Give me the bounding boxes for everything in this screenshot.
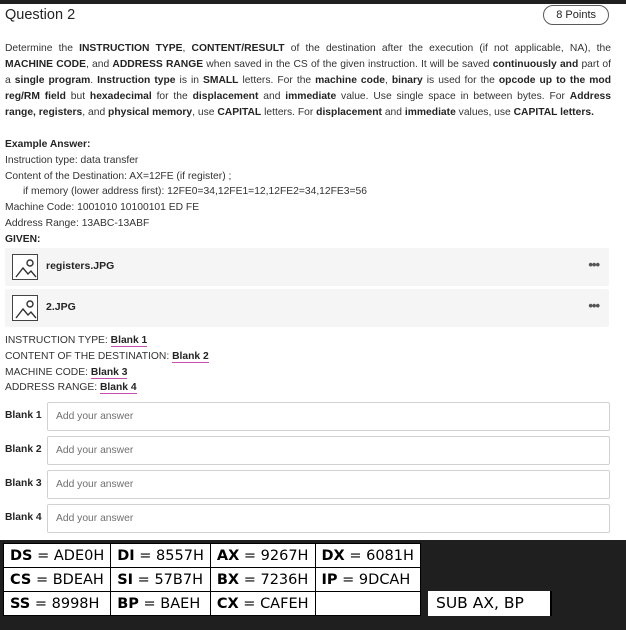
register-name: AX	[216, 547, 240, 564]
example-heading: Example Answer:	[5, 139, 91, 150]
register-cell: IP = 9DCAH	[315, 568, 420, 592]
register-name: DX	[321, 547, 345, 564]
points-badge: 8 Points	[543, 5, 609, 25]
register-value: 8557H	[156, 547, 204, 564]
blanks-summary	[5, 333, 209, 396]
instruction-text: values, use	[455, 107, 514, 118]
instruction-text: opcode up to the mod reg/RM field	[5, 75, 611, 102]
answer-label: Blank 3	[5, 478, 42, 489]
instruction-text: continuously and	[492, 59, 579, 70]
instruction-text: letters.	[557, 107, 594, 118]
instruction-text: CAPITAL	[217, 107, 262, 118]
register-value: BDEAH	[52, 571, 104, 588]
register-name: DS	[10, 547, 33, 564]
image-icon	[12, 295, 38, 321]
question-title: Question 2	[5, 7, 76, 23]
blank-link[interactable]: Blank 1	[110, 335, 148, 346]
instruction-text: but	[65, 91, 90, 102]
blank-link[interactable]: Blank 3	[90, 366, 128, 378]
instruction-text: letters. For	[261, 107, 317, 118]
instruction-text: displacement	[192, 91, 259, 102]
register-row	[4, 592, 421, 616]
register-name: CS	[10, 571, 32, 588]
instruction-text: , and	[85, 59, 113, 70]
more-options-icon[interactable]: •••	[588, 298, 599, 313]
register-name: DI	[117, 547, 135, 564]
summary-line: ADDRESS RANGE: Blank 4	[5, 382, 137, 394]
attachment-name[interactable]: 2.JPG	[46, 301, 76, 313]
instruction-text: and	[381, 107, 405, 118]
example-address-range: Address Range: 13ABC-13ABF	[5, 217, 150, 229]
instruction-text: of the destination after the execution (if not applicable, NA), the	[284, 43, 611, 54]
register-value: 8998H	[51, 595, 100, 612]
example-machine-code: Machine Code: 1001010 10100101 ED FE	[5, 202, 200, 214]
answer-row-1	[5, 402, 610, 432]
blank-link[interactable]: Blank 2	[172, 350, 209, 362]
register-name: IP	[321, 571, 338, 588]
instruction-text: , use	[192, 107, 218, 118]
instruction-text: hexadecimal	[89, 91, 152, 102]
example-instruction-type: Instruction type: data transfer	[5, 154, 139, 166]
question-instructions	[5, 41, 611, 121]
blank-link[interactable]: Blank 4	[99, 382, 137, 394]
instruction-text: ADDRESS RANGE	[112, 59, 204, 70]
answer-label: Blank 2	[5, 444, 42, 455]
instruction-text: .	[90, 75, 98, 86]
attachment-registers[interactable]	[5, 248, 609, 286]
answer-label: Blank 1	[5, 410, 42, 421]
instruction-text: ,	[384, 75, 392, 86]
answer-row-3	[5, 470, 610, 500]
register-cell: DX = 6081H	[315, 544, 420, 568]
register-table	[3, 543, 421, 616]
instruction-text: CAPITAL	[513, 107, 558, 118]
instruction-text: , and	[82, 107, 109, 118]
instruction-text: binary	[391, 75, 423, 86]
register-row	[4, 544, 421, 568]
summary-line: CONTENT OF THE DESTINATION: Blank 2	[5, 350, 209, 362]
register-value: 9DCAH	[358, 571, 411, 588]
register-value: 57B7H	[154, 571, 203, 588]
register-value: 6081H	[366, 547, 414, 564]
answer-input-3[interactable]: Add your answer	[47, 470, 610, 499]
instruction-text: machine code	[315, 75, 385, 86]
instruction-text: value. Use single space in between bytes. For	[336, 91, 570, 102]
register-value: 7236H	[260, 571, 309, 588]
instruction-text: letters. For the	[238, 75, 316, 86]
example-memory: if memory (lower address first): 12FE0=34,12FE1=12,12FE2=34,12FE3=56	[23, 186, 367, 198]
attachment-name[interactable]: registers.JPG	[46, 260, 115, 272]
answer-input-2[interactable]: Add your answer	[47, 436, 610, 465]
instruction-text: immediate	[285, 91, 337, 102]
register-value: CAFEH	[260, 595, 309, 612]
instruction-text: is used for the	[422, 75, 499, 86]
register-cell	[315, 592, 420, 616]
register-value: BAEH	[160, 595, 201, 612]
register-cell: BP = BAEH	[111, 592, 211, 616]
register-cell: CX = CAFEH	[210, 592, 315, 616]
instruction-text: INSTRUCTION TYPE	[79, 43, 183, 54]
instruction-text: CONTENT/RESULT	[191, 43, 285, 54]
given-label: GIVEN:	[5, 233, 41, 245]
more-options-icon[interactable]: •••	[588, 257, 599, 272]
answer-row-4	[5, 504, 610, 534]
question-card	[0, 4, 626, 540]
register-row	[4, 568, 421, 592]
instruction-text: Address range, registers	[5, 91, 611, 118]
instruction-text: part of a	[5, 59, 611, 86]
instruction-text: displacement	[316, 107, 382, 118]
register-name: CX	[216, 595, 239, 612]
image-icon	[12, 254, 38, 280]
register-name: SS	[10, 595, 31, 612]
register-cell: DI = 8557H	[111, 544, 211, 568]
instruction-text: is in	[175, 75, 203, 86]
register-cell: CS = BDEAH	[4, 568, 111, 592]
register-cell: SI = 57B7H	[111, 568, 211, 592]
example-answer	[5, 137, 605, 248]
register-cell: SS = 8998H	[4, 592, 111, 616]
answer-input-4[interactable]: Add your answer	[47, 504, 610, 533]
register-cell: BX = 7236H	[210, 568, 315, 592]
instruction-text: when saved in the CS of the given instruction. It will be saved	[203, 59, 493, 70]
register-value: ADE0H	[53, 547, 105, 564]
instruction-text: MACHINE CODE	[5, 59, 86, 70]
register-name: BX	[216, 571, 240, 588]
answer-label: Blank 4	[5, 512, 42, 523]
instruction-text: physical memory	[108, 107, 193, 118]
instruction-text: ,	[182, 43, 192, 54]
summary-line: INSTRUCTION TYPE: Blank 1	[5, 335, 148, 346]
answer-input-1[interactable]: Add your answer	[47, 402, 610, 431]
register-cell: DS = ADE0H	[4, 544, 111, 568]
instruction-text: and	[258, 91, 286, 102]
instruction-text: immediate	[404, 107, 456, 118]
instruction-text: single program	[14, 75, 91, 86]
instruction-text: Determine the	[5, 43, 80, 54]
instruction-text: Instruction type	[97, 75, 176, 86]
register-cell: AX = 9267H	[210, 544, 315, 568]
register-value: 9267H	[260, 547, 309, 564]
example-content: Content of the Destination: AX=12FE (if register) ;	[5, 170, 232, 182]
attachment-2[interactable]	[5, 289, 609, 327]
answer-row-2	[5, 436, 610, 466]
summary-line: MACHINE CODE: Blank 3	[5, 366, 128, 378]
given-instruction: SUB AX, BP	[428, 591, 552, 616]
instruction-text: for the	[151, 91, 193, 102]
register-name: SI	[117, 571, 134, 588]
instruction-text: SMALL	[203, 75, 239, 86]
register-name: BP	[117, 595, 139, 612]
